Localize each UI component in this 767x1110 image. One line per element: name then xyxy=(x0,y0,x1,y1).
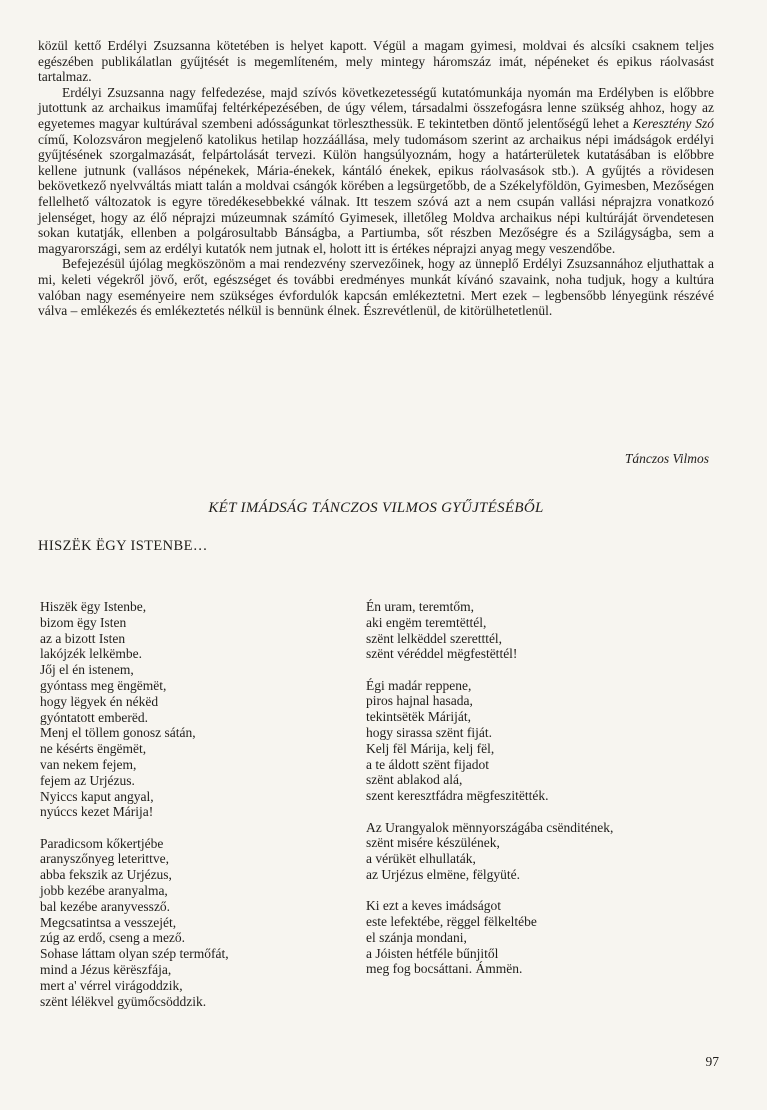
verse-line: Égi madár reppene, xyxy=(366,677,472,693)
verse-line: hogy sirassa szënt fiját. xyxy=(366,725,492,741)
verse-line: Én uram, teremtőm, xyxy=(366,599,474,614)
page-number: 97 xyxy=(705,1054,719,1069)
verse-line: Megcsatintsa a vesszejét, xyxy=(40,914,177,930)
verse-line: zúg az erdő, cseng a mező. xyxy=(40,930,186,946)
poem-right-column xyxy=(366,599,736,993)
stanza xyxy=(40,599,340,820)
body-text xyxy=(38,38,714,319)
author-signature: Tánczos Vilmos xyxy=(624,451,709,466)
verse-line: hogy lëgyek én nékëd xyxy=(40,693,159,709)
verse-line: jobb kezébe aranyalma, xyxy=(40,883,168,899)
paragraph-2-part-b: című, Kolozsváron megjelenő katolikus hetilap hozzáállása, mely tudomásom szerint az archaikus népi imádságok erdélyi gyűjtésének szorgalmazását, felpártolását tervezi. Külön hangsúlyoznám, hogy a határterületek kutatásában is előbbre kellene jutnunk (vallásos népénekek, Mária-énekek, kántáló énekek, epikus ráolvasások stb.). A gyűjtés a rövidesen bekövetkező nyelvváltás miatt talán a moldvai csángók körében a legsürgetőbb, de a Székelyföldön, Gyimesben, Mezőségen fellelhető változatok is egyre töredékesebbekké válnak. Itt teszem szóvá azt a nem csupán vallási néprajzra vonatkozó jelenséget, hogy az élő néprajzi múzeumnak számító Gyimesek, illetőleg Moldva archaikus népi kultúráját örvendetesen sokan kutatják, ellenben a polgárosultabb Bánságba, a Partiumba, sőt részben Mezőségre és a Szilágyságba, sem a magyarországi, sem az erdélyi kutatók nem jutnak el, holott itt is értékes néprajzi anyag megy veszendőbe. xyxy=(38,131,714,256)
verse-line: el szánja mondani, xyxy=(366,929,467,945)
verse-line: Paradicsom kőkertjébe xyxy=(40,835,164,851)
verse-line: piros hajnal hasada, xyxy=(366,693,473,709)
verse-line: Sohase láttam olyan szép termőfát, xyxy=(40,946,229,962)
verse-line: Hiszëk ëgy Istenbe, xyxy=(40,599,147,614)
stanza xyxy=(366,820,736,883)
verse-line: ne késérts ëngëmët, xyxy=(40,741,147,757)
paragraph-2 xyxy=(38,85,714,257)
paragraph-2-part-a: Erdélyi Zsuzsanna nagy felfedezése, majd szívós következetességű kutatómunkája nyomán ma Erdélyben is előbbre jutottunk az archaikus imaműfaj feltérképezésében, de úgy vélem, társadalmi összefogásra lenne szükség ahhoz, hogy az egyetemes magyar kultúrával szembeni adósságunkat törleszthessük. E tekintetben döntő jelentőségű lehet a xyxy=(38,84,714,131)
verse-line: aranyszőnyeg leterittve, xyxy=(40,851,169,867)
stanza xyxy=(366,599,736,662)
verse-line: az Urjézus elmëne, fëlgyüté. xyxy=(366,866,521,882)
verse-line: mind a Jézus kërëszfája, xyxy=(40,962,172,978)
verse-line: tekintsëtëk Máriját, xyxy=(366,709,471,725)
verse-line: Menj el töllem gonosz sátán, xyxy=(40,725,196,741)
verse-line: Az Urangyalok mënnyországába csënditének, xyxy=(366,819,614,835)
paragraph-3: Befejezésül újólag megköszönöm a mai rendezvény szervezőinek, hogy az ünneplő Erdélyi Zsuzsannához eljuthattak a mi, keleti végekről jövő, erőt, egészséget és további eredményes munkát kívánó szavaink, noha tudjuk, hogy a kultúra valóban nagy eseményeire nem szükséges évfordulók kapcsán emlékeztetni. Mert ezek – legbensőbb lényegünk részévé válva – emlékezés és emlékeztetés nélkül is bennünk élnek. Észrevétlenül, de kitörülhetetlenül. xyxy=(38,256,714,319)
verse-line: Nyiccs kaput angyal, xyxy=(40,788,154,804)
poem-title: HISZËK ËGY ISTENBE… xyxy=(38,538,208,554)
verse-line: szent keresztfádra mëgfeszitëtték. xyxy=(366,788,549,804)
newspaper-title: Keresztény Szó xyxy=(632,115,714,131)
verse-line: este lefektébe, rëggel fëlkeltébe xyxy=(366,914,537,930)
paragraph-1: közül kettő Erdélyi Zsuzsanna kötetében is helyet kapott. Végül a magam gyimesi, moldvai és alcsíki csaknem teljes egészében publikálatlan gyűjtését is megemlíteném, mely mintegy háromszáz imát, népéneket és epikus ráolvasást tartalmaz. xyxy=(38,38,714,85)
verse-line: fejem az Urjézus. xyxy=(40,772,135,788)
verse-line: Jőj el én istenem, xyxy=(40,662,134,678)
verse-line: a vérükët elhullaták, xyxy=(366,851,476,867)
verse-line: bizom ëgy Isten xyxy=(40,614,127,630)
verse-line: szënt véréddel mëgfestëttél! xyxy=(366,646,518,662)
verse-line: gyóntatott emberëd. xyxy=(40,709,148,725)
verse-line: van nekem fejem, xyxy=(40,756,137,772)
verse-line: szënt ablakod alá, xyxy=(366,772,463,788)
stanza xyxy=(40,836,340,1010)
verse-line: meg fog bocsáttani. Ámmën. xyxy=(366,961,523,977)
verse-line: a te áldott szënt fijadot xyxy=(366,756,489,772)
verse-line: lakójzék lelkëmbe. xyxy=(40,646,142,662)
verse-line: aki engëm teremtëttél, xyxy=(366,614,487,630)
verse-line: abba fekszik az Urjézus, xyxy=(40,867,172,883)
verse-line: szënt lelkëddel szeretttél, xyxy=(366,630,503,646)
verse-line: az a bizott Isten xyxy=(40,630,126,646)
verse-line: szënt misére készülének, xyxy=(366,835,500,851)
verse-line: mert a' vérrel virágoddzik, xyxy=(40,977,183,993)
verse-line: Kelj fël Márija, kelj fël, xyxy=(366,740,495,756)
verse-line: Ki ezt a keves imádságot xyxy=(366,898,501,914)
verse-line: bal kezébe aranyvessző. xyxy=(40,898,171,914)
section-title: KÉT IMÁDSÁG TÁNCZOS VILMOS GYŰJTÉSÉBŐL xyxy=(208,500,544,516)
verse-line: gyóntass meg ëngëmët, xyxy=(40,677,167,693)
stanza xyxy=(366,678,736,804)
verse-line: szënt lélëkvel gyümőcsöddzik. xyxy=(40,993,207,1009)
verse-line: nyúccs kezet Márija! xyxy=(40,804,154,820)
stanza xyxy=(366,898,736,977)
verse-line: a Jóisten hétféle bűnjitől xyxy=(366,945,499,961)
poem-left-column xyxy=(40,599,340,1025)
